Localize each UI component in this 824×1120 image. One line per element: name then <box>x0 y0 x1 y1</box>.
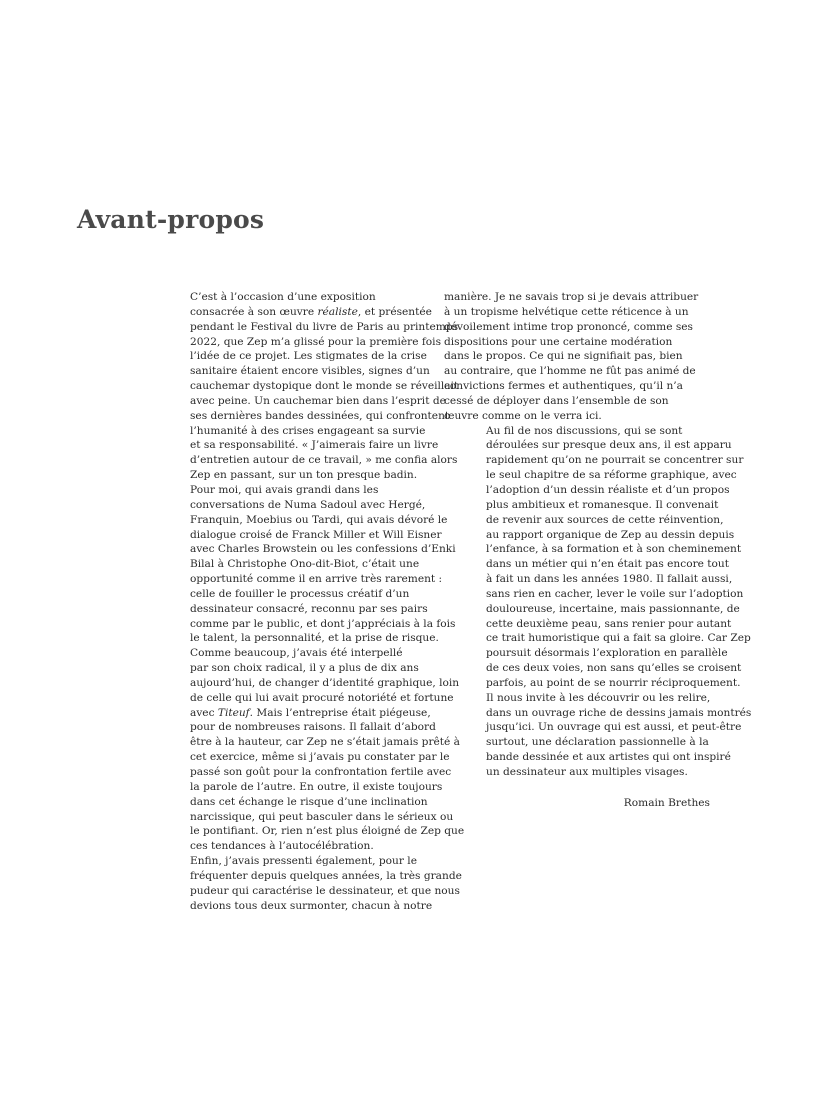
text-line: surtout, une déclaration passionnelle à la <box>486 736 709 749</box>
text-line: avec Charles Browstein ou les confessions d’Enki <box>190 543 456 556</box>
text-line: dialogue croisé de Franck Miller et Will Eisner <box>190 528 442 541</box>
text-line: déroulées sur presque deux ans, il est apparu <box>486 439 732 452</box>
text-line: fréquenter depuis quelques années, la très grande <box>190 869 462 882</box>
text-line: ses dernières bandes dessinées, qui confrontent <box>190 409 450 422</box>
text-line: narcissique, qui peut basculer dans le sérieux ou <box>190 810 454 823</box>
right-text-column <box>444 290 752 780</box>
text-fragment: , et présentée <box>357 305 432 318</box>
text-line: parfois, au point de se nourrir réciproquement. <box>486 676 741 689</box>
text-line: d’entretien autour de ce travail, » me confia alors <box>190 454 458 467</box>
text-line: sans rien en cacher, lever le voile sur l’adoption <box>486 587 744 600</box>
paragraph-2 <box>148 483 456 646</box>
left-text-column <box>148 290 465 913</box>
text-line: douloureuse, incertaine, mais passionnante, de <box>486 602 740 615</box>
text-line: de revenir aux sources de cette réinvention, <box>486 513 724 526</box>
text-line: passé son goût pour la confrontation fertile avec <box>190 766 452 778</box>
text-line: Il nous invite à les découvrir ou les relire, <box>486 691 711 704</box>
text-line: le talent, la personnalité, et la prise de risque. <box>190 632 439 645</box>
text-line: manière. Je ne savais trop si je devais attribuer <box>444 291 699 303</box>
text-line: au rapport organique de Zep au dessin depuis <box>486 528 735 541</box>
text-line <box>148 706 431 721</box>
text-fragment: consacrée à son œuvre <box>190 305 318 318</box>
text-line: dispositions pour une certaine modération <box>444 335 673 348</box>
text-line: opportunité comme il en arrive très rarement : <box>190 573 443 586</box>
text-line: jusqu’ici. Un ouvrage qui est aussi, et peut-être <box>486 721 742 734</box>
text-line: aujourd’hui, de changer d’identité graphique, loin <box>190 676 460 689</box>
text-line: dans le propos. Ce qui ne signifiait pas, bien <box>444 350 683 363</box>
text-line: bande dessinée et aux artistes qui ont inspiré <box>486 751 731 764</box>
text-line: Bilal à Christophe Ono-dit-Biot, c’était une <box>190 558 420 571</box>
page-title: Avant-propos <box>77 205 265 234</box>
text-line: pendant le Festival du livre de Paris au printemps <box>190 320 459 333</box>
text-line: 2022, que Zep m’a glissé pour la première fois <box>190 335 442 348</box>
text-line: Enfin, j’avais pressenti également, pour le <box>190 855 417 868</box>
text-line: l’adoption d’un dessin réaliste et d’un propos <box>486 483 730 496</box>
text-line: l’idée de ce projet. Les stigmates de la crise <box>190 350 427 363</box>
text-line: plus ambitieux et romanesque. Il convenait <box>486 498 719 511</box>
text-line: le seul chapitre de sa réforme graphique, avec <box>486 469 737 482</box>
text-line: convictions fermes et authentiques, qu’il n’a <box>444 380 683 393</box>
text-line: à un tropisme helvétique cette réticence à un <box>444 305 689 318</box>
text-line <box>148 305 432 320</box>
text-fragment: C’est à l’occasion d’une exposition <box>190 291 376 303</box>
text-line: le pontifiant. Or, rien n’est plus éloigné de Zep que <box>190 825 465 838</box>
text-line: de celle qui lui avait procuré notoriété et fortune <box>190 691 454 704</box>
text-line: l’enfance, à sa formation et à son cheminement <box>486 543 742 556</box>
text-line: Pour moi, qui avais grandi dans les <box>190 483 379 496</box>
text-line: rapidement qu’on ne pourrait se concentrer sur <box>486 454 744 467</box>
text-line: au contraire, que l’homme ne fût pas animé de <box>444 365 696 378</box>
text-line: de ces deux voies, non sans qu’elles se croisent <box>486 662 742 675</box>
text-line: cessé de déployer dans l’ensemble de son <box>444 394 669 407</box>
text-line: être à la hauteur, car Zep ne s’était jamais prêté à <box>190 736 460 749</box>
paragraph-3 <box>148 646 465 854</box>
text-line: dévoilement intime trop prononcé, comme ses <box>444 320 693 333</box>
text-line: avec peine. Un cauchemar bien dans l’esprit de <box>190 394 446 407</box>
text-line: cauchemar dystopique dont le monde se réveillait <box>190 380 459 393</box>
text-line: dans un métier qui n’en était pas encore tout <box>486 558 729 571</box>
paragraph-1 <box>148 290 459 483</box>
text-line: celle de fouiller le processus créatif d’un <box>190 587 410 600</box>
paragraph-4 <box>148 854 462 913</box>
text-line: ce trait humoristique qui a fait sa gloire. Car Zep <box>486 632 751 645</box>
text-line: pudeur qui caractérise le dessinateur, et que nous <box>190 884 460 897</box>
paragraph-5 <box>444 424 751 691</box>
italic-title: Titeuf <box>217 706 250 719</box>
text-line: la parole de l’autre. En outre, il existe toujours <box>190 780 443 793</box>
paragraph-4-continued <box>444 290 718 424</box>
text-line: pour de nombreuses raisons. Il fallait d’abord <box>190 721 436 734</box>
text-line: cet exercice, même si j’avais pu constater par le <box>190 751 450 764</box>
text-line: œuvre comme on le verra ici. <box>444 409 602 422</box>
text-line: dans un ouvrage riche de dessins jamais montrés <box>486 706 752 719</box>
text-line: Comme beaucoup, j’avais été interpellé <box>190 647 403 660</box>
text-line: et sa responsabilité. « J’aimerais faire un livre <box>190 439 439 452</box>
text-line: Franquin, Moebius ou Tardi, qui avais dévoré le <box>190 513 448 526</box>
text-line: l’humanité à des crises engageant sa survie <box>190 424 426 437</box>
text-fragment: avec <box>190 706 218 719</box>
text-line: poursuit désormais l’exploration en parallèle <box>486 647 728 660</box>
text-line: comme par le public, et dont j’appréciais à la fois <box>190 617 456 630</box>
text-line: cette deuxième peau, sans renier pour autant <box>486 617 732 630</box>
italic-word: réaliste <box>317 305 358 318</box>
author-signature: Romain Brethes <box>623 797 710 809</box>
text-line: par son choix radical, il y a plus de dix ans <box>190 662 419 675</box>
text-line <box>148 290 420 305</box>
text-line: Au fil de nos discussions, qui se sont <box>486 424 683 437</box>
text-line: sanitaire étaient encore visibles, signes d’un <box>190 365 430 378</box>
text-line: dans cet échange le risque d’une inclination <box>190 795 428 808</box>
text-line: ces tendances à l’autocélébration. <box>190 840 374 853</box>
text-line: Zep en passant, sur un ton presque badin. <box>190 469 418 482</box>
text-line: dessinateur consacré, reconnu par ses pairs <box>190 602 428 615</box>
text-line: conversations de Numa Sadoul avec Hergé, <box>190 498 426 511</box>
text-line: devions tous deux surmonter, chacun à notre <box>190 899 433 912</box>
text-fragment: . Mais l’entreprise était piégeuse, <box>249 706 431 719</box>
text-line: un dessinateur aux multiples visages. <box>486 766 688 778</box>
paragraph-6 <box>444 691 752 780</box>
text-line: à fait un dans les années 1980. Il fallait aussi, <box>486 573 733 586</box>
